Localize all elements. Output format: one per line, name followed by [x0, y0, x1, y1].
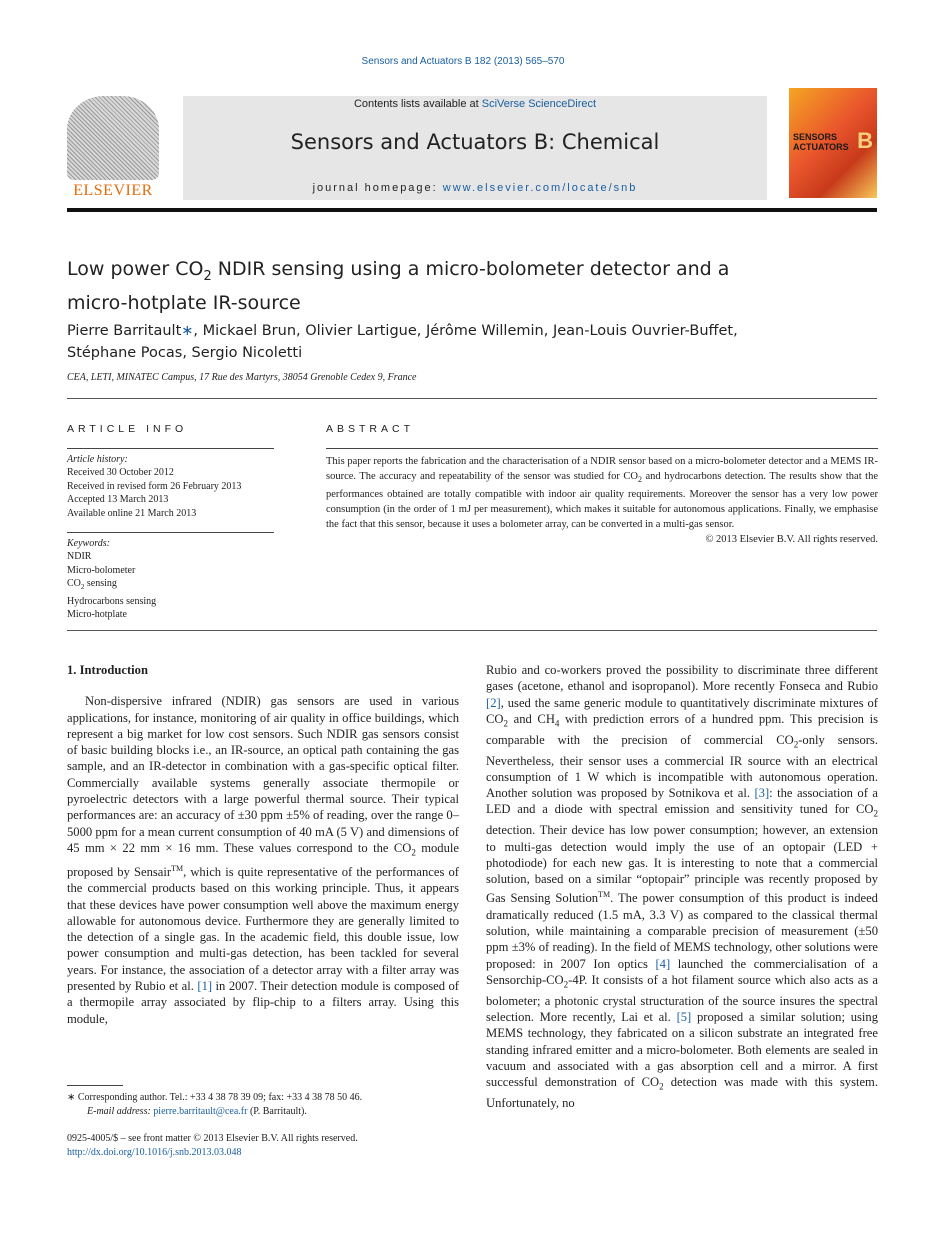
title-line2: micro-hotplate IR-source [67, 291, 301, 314]
header-divider [67, 208, 877, 212]
affiliation-divider [67, 398, 877, 399]
left-column [67, 662, 459, 1027]
reference-link[interactable]: [3] [754, 786, 770, 801]
keywords [67, 537, 277, 621]
corresponding-author-note: ∗ Corresponding author. Tel.: +33 4 38 78 39 09; fax: +33 4 38 78 50 46. [67, 1092, 363, 1103]
history-heading: Article history: [67, 454, 128, 465]
keyword-item: $CO_2$ sensing [67, 578, 117, 592]
history-item: Available online 21 March 2013 [67, 507, 197, 519]
title-sub: 2 [203, 268, 212, 284]
elsevier-tree-icon [67, 96, 159, 180]
sciencedirect-link[interactable]: SciVerse ScienceDirect [481, 98, 597, 110]
authors-rest: , Mickael Brun, Olivier Lartigue, Jérôme Willemin, Jean-Louis Ouvrier-Buffet, [193, 323, 738, 339]
abstract-copyright: © 2013 Elsevier B.V. All rights reserved. [705, 534, 878, 546]
journal-homepage [183, 182, 767, 194]
title-part1: Low power CO [67, 258, 204, 280]
reference-link[interactable]: [1] [197, 979, 213, 994]
article-info-rule [67, 448, 274, 449]
journal-banner [183, 96, 767, 200]
article-title [67, 256, 877, 317]
abstract-heading: ABSTRACT [326, 423, 415, 435]
elsevier-logo[interactable] [67, 96, 159, 200]
abstract-text-2: and hydrocarbons detection. The results show that the performances obtained are totally compatible with indoor air quality requirements. Moreover the sensor has a very low power consumption (in the order of 1 mJ per measurement), which makes it suitable for autonomous applications. Finally, we emphasise the fact that this sensor, because it uses a bolometer array, can be converted in a multi-gas sensor. [326, 471, 878, 531]
abstract-body [326, 454, 878, 547]
email-link[interactable]: pierre.barritault@cea.fr [153, 1106, 248, 1117]
right-column [486, 662, 878, 1111]
keyword-item: NDIR [67, 551, 92, 563]
keywords-rule [67, 532, 274, 533]
keywords-heading: Keywords: [67, 538, 110, 549]
article-info-heading: ARTICLE INFO [67, 423, 188, 435]
contents-prefix: Contents lists available at [353, 98, 479, 110]
abstract-rule [326, 448, 878, 449]
intro-paragraph-2: Rubio and co-workers proved the possibility to discriminate three different gases (acetone, ethanol and isopropanol). More recently Fonseca and Rubio [2], used the same generic module to quantitatively discriminate mixtures of $CO_2$ and $CH_4$ with prediction errors of a hundred ppm. This precision is comparable with the precision of commercial $CO_2$-only sensors. Nevertheless, their sensor uses a commercial IR source with an electrical consumption of 1 W which is incompatible with autonomous operation. Another solution was proposed by Sotnikova et al. [3]: the association of a LED and a diode with spectral emission and sensitivity tuned for $CO_2$ detection. Their device has low power consumption; however, an extension to multi-gas detection would imply the use of an optopair (LED + photodiode) for each new gas. It is interesting to note that a commercial solution, based on a similar “optopair” principle was recently proposed by Gas Sensing Solution™. The power consumption of this product is indeed dramatically reduced (1.5 mA, 3.3 V) as compared to the classical thermal solution, while maintaining a comparable precision of measurement (±50 ppm ±3% of reading). In the field of MEMS technology, other solutions were proposed: in 2007 Ion optics [4] launched the commercialisation of a Sensorchip-$CO_2-4P$. It consists of a hot filament source which also acts as a bolometer; a photonic crystal structuration of the source insures the spectral selection. More recently, Lai et al. [5] proposed a similar solution; using MEMS technology, they fabricated on a silicon substrate an integrated free standing infrared emitter and a micro-bolometer. Both elements are sealed in vacuum and associated with a gas absorption cell and a mirror. A first successful demonstration of $CO_2$ detection was made with this system. Unfortunately, no [486, 663, 879, 1111]
journal-title: Sensors and Actuators B: Chemical [290, 130, 660, 154]
author-first: Pierre Barritault [67, 323, 182, 339]
history-item: Received 30 October 2012 [67, 467, 174, 479]
cover-label [793, 132, 849, 152]
issn-line: 0925-4005/$ – see front matter © 2013 Elsevier B.V. All rights reserved. [67, 1133, 358, 1144]
homepage-prefix: journal homepage: [312, 182, 438, 194]
keyword-item: Micro-hotplate [67, 609, 127, 621]
affiliation: CEA, LETI, MINATEC Campus, 17 Rue des Martyrs, 38054 Grenoble Cedex 9, France [67, 372, 417, 383]
cover-label-line2: ACTUATORS [793, 142, 849, 152]
journal-citation[interactable]: Sensors and Actuators B 182 (2013) 565–570 [361, 56, 565, 67]
abstract-divider [67, 630, 877, 631]
abstract-text-1: This paper reports the fabrication and the characterisation of a NDIR sensor based on a micro-bolometer detector and a MEMS IR-source. The accuracy and repeatability of the sensor was studied for CO [326, 456, 878, 482]
email-line [67, 1105, 459, 1119]
footnote [67, 1091, 459, 1119]
homepage-link[interactable]: www.elsevier.com/locate/snb [442, 182, 638, 194]
reference-link[interactable]: [4] [655, 956, 671, 971]
section-heading: 1. Introduction [67, 663, 148, 677]
footnote-rule [67, 1085, 123, 1086]
elsevier-wordmark: ELSEVIER [73, 182, 153, 199]
keyword-item: Hydrocarbons sensing [67, 595, 157, 607]
cover-label-line1: SENSORS [793, 132, 838, 142]
intro-paragraph-1: Non-dispersive infrared (NDIR) gas sensors are used in various applications, for instance, monitoring of air quality in office buildings, which represent a big market for low cost sensors. Such NDIR gas sensors consist of basic building blocks i.e., an IR-source, an optical path containing the gas sample, and an IR-detector in combination with a gas-specific optical filter. Commercially available systems generally associate thermopile or pyroelectric detectors with a large powerful thermal source. Their typical performances are: an accuracy of ±30 ppm ±5% of reading, over the range 0–5000 ppm for a mean current consumption of 40 mA (5 V) and dimensions of 45 mm × 22 mm × 16 mm. These values correspond to the $CO_2$ module proposed by Sensair™, which is quite representative of the performances of the commercial products based on this working principle. Thus, it appears that these devices have power consumption well above the maximum energy allowable for autonomous device. Furthermore they are generally limited to the detection of a single gas. In the academic field, this double issue, low power consumption and multi-gas detection, has been tackled for several years. For instance, the association of a detector array with a filter array was presented by Rubio et al. [1] in 2007. Their detection module is composed of a thermopile array associated by flip-chip to a filters array. Using this module, [67, 694, 460, 1026]
author-list [67, 320, 877, 364]
contents-line [183, 98, 767, 110]
cover-letter: B [857, 128, 873, 153]
article-history [67, 453, 277, 520]
reference-link[interactable]: [5] [676, 1010, 692, 1025]
title-part2: NDIR sensing using a micro-bolometer detector and a [211, 258, 730, 280]
authors-line2: Stéphane Pocas, Sergio Nicoletti [67, 345, 303, 361]
history-item: Accepted 13 March 2013 [67, 494, 169, 506]
keyword-item: Micro-bolometer [67, 564, 136, 576]
journal-cover-image[interactable] [789, 88, 877, 198]
abstract-sub: 2 [637, 475, 642, 485]
reference-link[interactable]: [2] [486, 695, 501, 710]
corresponding-author-mark[interactable]: ∗ [181, 323, 194, 339]
email-label: E-mail address: [87, 1106, 151, 1117]
doi-link[interactable]: http://dx.doi.org/10.1016/j.snb.2013.03.048 [67, 1147, 242, 1158]
email-name: (P. Barritault). [247, 1106, 307, 1117]
history-item: Received in revised form 26 February 2013 [67, 480, 242, 492]
front-matter [67, 1132, 358, 1160]
